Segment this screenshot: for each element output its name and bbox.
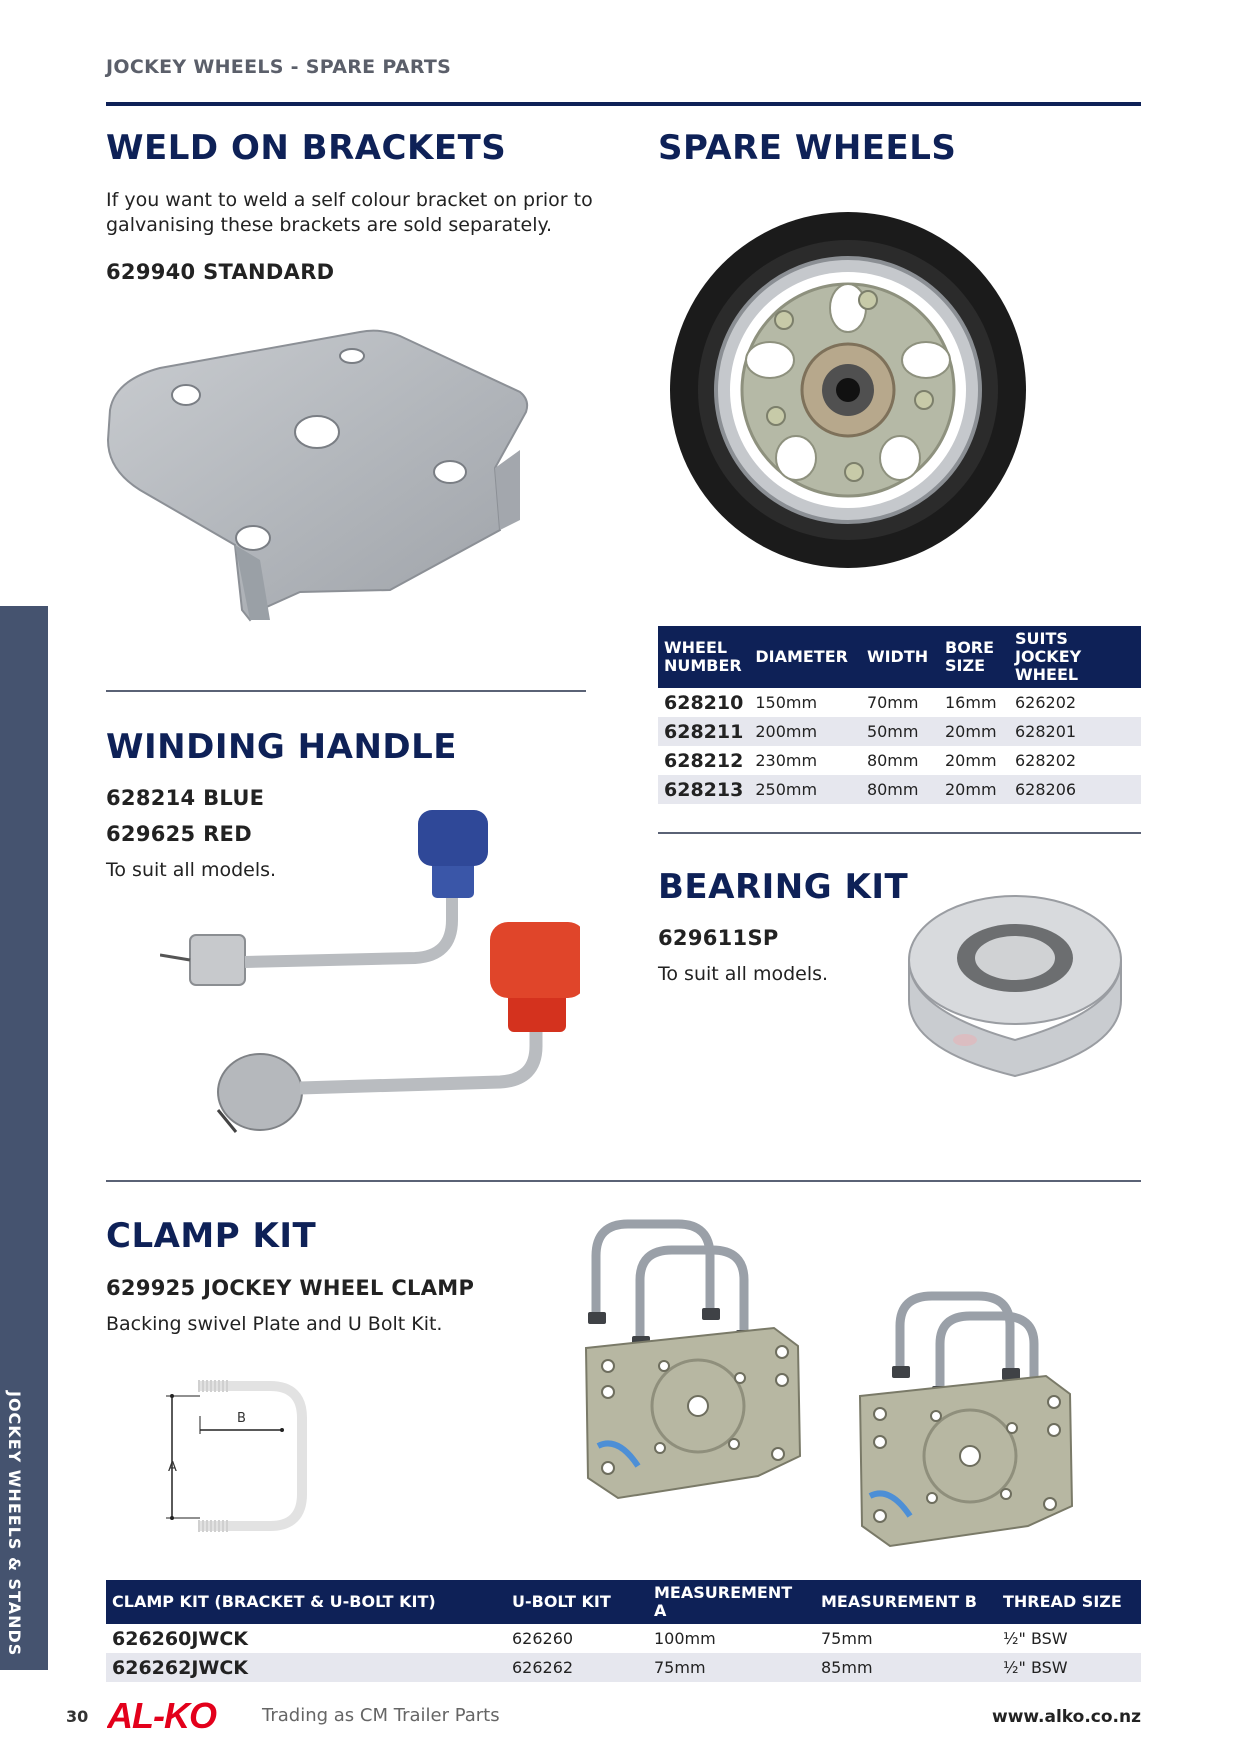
side-tab-label: JOCKEY WHEELS & STANDS: [5, 1391, 24, 1657]
width: 80mm: [861, 775, 939, 804]
clamp-kit-description: Backing swivel Plate and U Bolt Kit.: [106, 1313, 443, 1335]
wheel-number: 628210: [664, 691, 744, 714]
measurement-a: 75mm: [648, 1653, 815, 1682]
spare-wheels-header-diameter: DIAMETER: [749, 626, 861, 688]
suits-jockey-wheel: 628201: [1009, 717, 1141, 746]
clamp-kit-code: 626260JWCK: [112, 1627, 249, 1650]
diameter: 250mm: [749, 775, 861, 804]
u-bolt-diagram: [160, 1378, 320, 1538]
diameter: 150mm: [755, 693, 818, 712]
divider-spare-wheels: [658, 832, 1141, 834]
table-row: [106, 1624, 1141, 1653]
divider-weld: [106, 690, 586, 692]
clamp-kit-header-kit: CLAMP KIT (BRACKET & U-BOLT KIT): [106, 1580, 506, 1624]
page-number: 30: [66, 1707, 89, 1726]
alko-logo-graphic: [107, 1697, 241, 1735]
section-label: JOCKEY WHEELS - SPARE PARTS: [106, 56, 452, 78]
clamp-kit-part: 629925 JOCKEY WHEEL CLAMP: [106, 1276, 475, 1300]
header-rule: [106, 102, 1141, 106]
spare-wheels-header-suits-jockey: SUITS JOCKEY WHEEL: [1009, 626, 1141, 688]
width: 80mm: [866, 751, 919, 770]
spare-wheels-title: SPARE WHEELS: [658, 128, 957, 168]
weld-on-part: 629940 STANDARD: [106, 260, 335, 284]
suits-jockey-wheel: 628206: [1009, 775, 1141, 804]
u-bolt-kit: 626262: [506, 1653, 648, 1682]
suits-jockey-wheel: 626202: [1015, 693, 1077, 712]
u-bolt-kit: 626260: [512, 1629, 574, 1648]
weld-on-description: [106, 188, 593, 238]
thread-size: ½" BSW: [997, 1653, 1141, 1682]
spare-wheels-table: [658, 626, 1141, 804]
bearing-kit-note: To suit all models.: [658, 963, 829, 985]
spare-wheels-header-wheel-number: WHEEL NUMBER: [658, 626, 749, 688]
clamp-kit-header-u-bolt: U-BOLT KIT: [506, 1580, 648, 1624]
wheel-number: 628212: [664, 749, 744, 772]
width: 70mm: [866, 693, 919, 712]
winding-handle-title: WINDING HANDLE: [106, 727, 458, 767]
winding-handle-image: [160, 810, 580, 1140]
weld-on-description-line2: galvanising these brackets are sold separately.: [106, 214, 553, 236]
winding-handle-part-red: 629625 RED: [106, 822, 252, 846]
weld-on-description-line1: If you want to weld a self colour bracket on prior to: [106, 189, 593, 211]
trading-as: Trading as CM Trailer Parts: [262, 1705, 500, 1726]
suits-jockey-wheel: 628202: [1015, 751, 1077, 770]
diagram-label-b: B: [237, 1411, 246, 1426]
clamp-kit-header-thread-size: THREAD SIZE: [997, 1580, 1141, 1624]
table-row: [106, 1653, 1141, 1682]
winding-handle-note: To suit all models.: [106, 859, 277, 881]
diagram-label-a: A: [168, 1460, 177, 1475]
spare-wheels-header-bore-size: BORE SIZE: [939, 626, 1009, 688]
bore-size: 20mm: [945, 751, 997, 770]
bearing-kit-image: [905, 890, 1125, 1080]
table-row: [658, 746, 1141, 775]
diameter: 230mm: [755, 751, 818, 770]
divider-middle: [106, 1180, 1141, 1182]
table-row: [658, 688, 1141, 717]
bearing-kit-part: 629611SP: [658, 926, 779, 950]
alko-logo-text: AL-KO: [107, 1697, 216, 1735]
clamp-kit-code: 626262JWCK: [106, 1653, 506, 1682]
table-row: [658, 775, 1141, 804]
spare-wheel-image: [668, 210, 1028, 570]
website-link[interactable]: www.alko.co.nz: [992, 1707, 1141, 1727]
weld-on-title: WELD ON BRACKETS: [106, 128, 507, 168]
width: 50mm: [861, 717, 939, 746]
table-row: [658, 717, 1141, 746]
wheel-number: 628213: [658, 775, 749, 804]
measurement-b: 85mm: [815, 1653, 997, 1682]
side-tab: [0, 606, 48, 1670]
bore-size: 16mm: [945, 693, 997, 712]
bore-size: 20mm: [939, 775, 1009, 804]
bearing-kit-title: BEARING KIT: [658, 867, 909, 907]
clamp-kit-header-measurement-a: MEASUREMENT A: [648, 1580, 815, 1624]
thread-size: ½" BSW: [1003, 1629, 1068, 1648]
weld-bracket-image: [100, 320, 540, 650]
measurement-b: 75mm: [821, 1629, 873, 1648]
measurement-a: 100mm: [654, 1629, 716, 1648]
clamp-kit-image: [578, 1216, 1118, 1556]
wheel-number: 628211: [658, 717, 749, 746]
clamp-kit-title: CLAMP KIT: [106, 1216, 317, 1256]
bore-size: 20mm: [939, 717, 1009, 746]
alko-logo: [107, 1697, 241, 1735]
u-bolt-diagram-graphic: [160, 1378, 320, 1538]
winding-handle-part-blue: 628214 BLUE: [106, 786, 265, 810]
spare-wheels-header-width: WIDTH: [861, 626, 939, 688]
clamp-kit-header-measurement-b: MEASUREMENT B: [815, 1580, 997, 1624]
clamp-kit-table: [106, 1580, 1141, 1682]
diameter: 200mm: [749, 717, 861, 746]
